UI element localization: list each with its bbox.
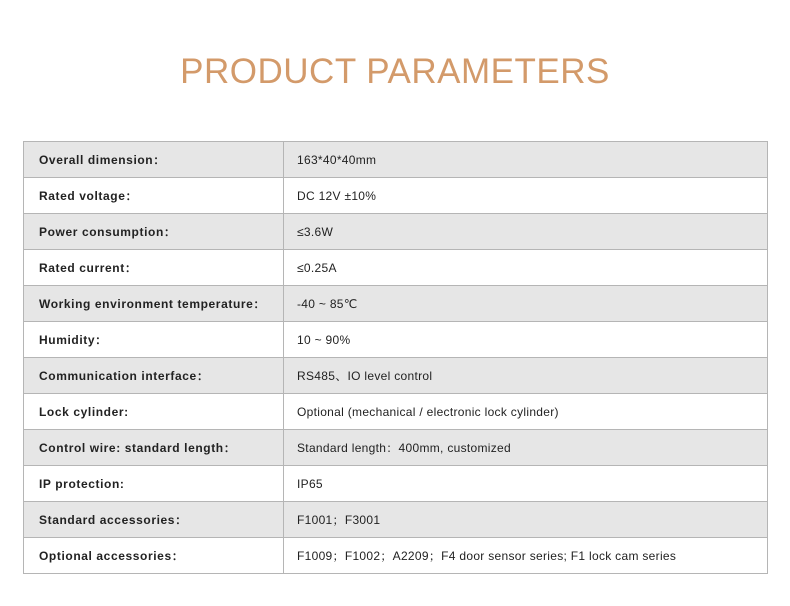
table-row [24, 538, 768, 574]
parameter-value: F1001；F3001 [284, 502, 768, 538]
table-row [24, 394, 768, 430]
parameter-value: -40 ~ 85℃ [284, 286, 768, 322]
parameter-value: IP65 [284, 466, 768, 502]
page-title: PRODUCT PARAMETERS [180, 52, 610, 91]
parameter-value: DC 12V ±10% [284, 178, 768, 214]
parameter-value: Optional (mechanical / electronic lock cylinder) [284, 394, 768, 430]
parameter-value: RS485、IO level control [284, 358, 768, 394]
table-row [24, 322, 768, 358]
parameter-label: Rated current： [24, 250, 284, 286]
table-row [24, 214, 768, 250]
parameter-label: Power consumption： [24, 214, 284, 250]
parameter-value: 163*40*40mm [284, 142, 768, 178]
parameter-value: ≤0.25A [284, 250, 768, 286]
parameter-label: Optional accessories： [24, 538, 284, 574]
parameter-label: Standard accessories： [24, 502, 284, 538]
parameter-label: Working environment temperature： [24, 286, 284, 322]
parameter-label: Control wire: standard length： [24, 430, 284, 466]
table-row [24, 466, 768, 502]
table-row [24, 430, 768, 466]
parameter-value: Standard length：400mm, customized [284, 430, 768, 466]
table-row [24, 286, 768, 322]
table-row [24, 142, 768, 178]
parameter-label: Communication interface： [24, 358, 284, 394]
parameter-label: IP protection: [24, 466, 284, 502]
table-row [24, 178, 768, 214]
parameter-label: Rated voltage： [24, 178, 284, 214]
parameter-label: Humidity： [24, 322, 284, 358]
parameter-value: 10 ~ 90% [284, 322, 768, 358]
parameter-value: ≤3.6W [284, 214, 768, 250]
parameters-table [23, 141, 768, 574]
parameter-label: Lock cylinder: [24, 394, 284, 430]
parameter-value: F1009；F1002；A2209；F4 door sensor series; F1 lock cam series [284, 538, 768, 574]
parameter-label: Overall dimension： [24, 142, 284, 178]
table-row [24, 250, 768, 286]
table-row [24, 502, 768, 538]
table-row [24, 358, 768, 394]
